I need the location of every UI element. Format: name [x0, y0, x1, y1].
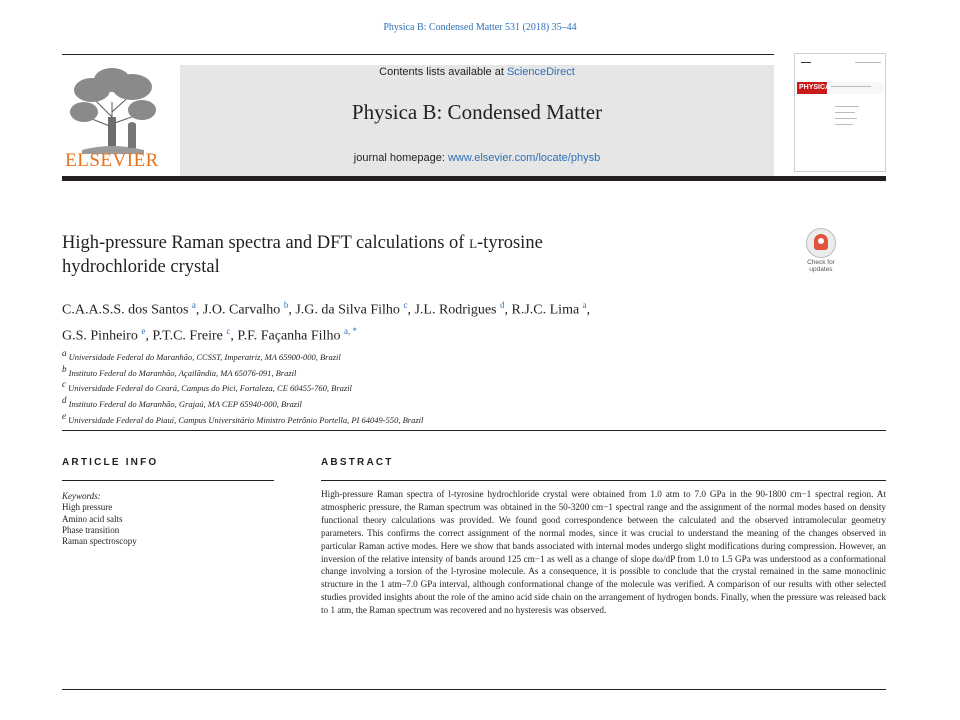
author-separator: , [288, 302, 296, 318]
cover-text-line [835, 124, 853, 125]
paper-title [62, 231, 742, 279]
affiliation-item [62, 364, 822, 380]
author-affiliation-sup[interactable]: d [500, 300, 505, 310]
keywords-label: Keywords: [62, 491, 101, 501]
author-affiliation-sup[interactable]: b [283, 300, 289, 310]
cover-subtitle-line [831, 86, 871, 87]
footer-rule [62, 689, 886, 690]
abstract-rule [321, 480, 886, 481]
cover-journal-word: PHYSICA [799, 84, 831, 91]
keyword-item[interactable]: Phase transition [62, 524, 120, 535]
author-affiliation-sup[interactable]: a, * [343, 325, 357, 336]
author-separator: , [195, 302, 203, 318]
author-separator: , [145, 328, 153, 344]
cover-text-line [835, 112, 855, 113]
affiliation-key: b [62, 363, 67, 374]
section-rule [62, 430, 886, 431]
badge-line2: updates [809, 266, 833, 273]
contents-available-line [180, 66, 774, 78]
author-affiliation-sup[interactable]: e [141, 325, 146, 336]
header-rule [62, 54, 774, 55]
keyword-item[interactable]: Raman spectroscopy [62, 536, 137, 547]
affiliation-list [62, 348, 822, 426]
badge-line1: Check for [807, 259, 835, 266]
affiliation-item [62, 411, 822, 427]
cover-mark [801, 62, 811, 63]
article-info-heading: ARTICLE INFO [62, 457, 159, 468]
cover-text-line [835, 118, 857, 119]
keywords-block [62, 491, 274, 547]
affiliation-key: e [62, 410, 66, 421]
affiliation-item [62, 395, 822, 411]
author-name[interactable]: C.A.A.S.S. dos Santos [62, 302, 189, 318]
affiliation-item [62, 379, 822, 395]
journal-cover-thumbnail[interactable] [794, 53, 886, 172]
author-affiliation-sup[interactable]: a [582, 300, 587, 310]
author-affiliation-sup[interactable]: c [403, 300, 408, 310]
author-name[interactable]: J.G. da Silva Filho [295, 302, 400, 318]
check-for-updates-badge[interactable] [797, 228, 845, 278]
author-separator: , [504, 302, 512, 318]
title-line2: hydrochloride crystal [62, 257, 220, 277]
cover-text-line [835, 106, 859, 107]
author-name[interactable]: J.L. Rodrigues [414, 302, 497, 318]
affiliation-key: c [62, 379, 66, 390]
abstract-heading: ABSTRACT [321, 457, 394, 468]
contents-prefix: Contents lists available at [379, 66, 507, 78]
author-name[interactable]: P.F. Façanha Filho [237, 328, 341, 344]
author-name[interactable]: G.S. Pinheiro [62, 328, 138, 344]
keyword-item[interactable]: Amino acid salts [62, 513, 123, 524]
author-separator: , [407, 302, 415, 318]
affiliation-text: Instituto Federal do Maranhão, Açailândia, MA 65076-091, Brazil [68, 367, 297, 378]
title-part1: High-pressure Raman spectra and DFT calculations of [62, 233, 470, 253]
affiliation-text: Universidade Federal do Piauí, Campus Universitário Ministro Petrônio Portella, PI 64049-550, Brazil [68, 414, 424, 425]
affiliation-item [62, 348, 822, 364]
journal-citation[interactable]: Physica B: Condensed Matter 531 (2018) 35–44 [383, 22, 577, 33]
check-for-updates-icon [806, 228, 836, 258]
affiliation-text: Universidade Federal do Ceará, Campus do Pici, Fortaleza, CE 60455-760, Brazil [68, 383, 352, 394]
journal-title: Physica B: Condensed Matter [351, 100, 603, 124]
elsevier-wordmark: ELSEVIER [65, 150, 159, 171]
journal-homepage-link[interactable]: www.elsevier.com/locate/physb [447, 152, 601, 164]
article-info-rule [62, 480, 274, 481]
check-for-updates-label [797, 259, 845, 273]
affiliation-key: a [62, 348, 67, 358]
keyword-item[interactable]: High pressure [62, 502, 113, 513]
title-part2: -tyrosine [477, 233, 543, 253]
journal-homepage-line [180, 152, 774, 164]
affiliation-key: d [62, 394, 67, 405]
author-separator: , [586, 302, 591, 318]
affiliation-text: Universidade Federal do Maranhão, CCSST, Imperatriz, MA 65900-000, Brazil [68, 351, 341, 362]
author-affiliation-sup[interactable]: a [191, 300, 196, 310]
author-separator: , [230, 328, 238, 344]
homepage-prefix: journal homepage: [353, 152, 448, 164]
abstract-text: High-pressure Raman spectra of l-tyrosine hydrochloride crystal were obtained from 1.0 atm to 7.0 GPa in the 90-1800 cm−1 spectral region. At atmospheric pressure, the Raman spectrum was obtained in the 50-3200 cm−1 spectral range and the assignment of the normal modes based on density functional theory calculations was provided. We found good correspondence between the calculated and the observed intramolecular geometry parameters. This confirms the correct assignment of the normal modes, since it was crucial to understand the meaning of the changes observed in particular Raman active modes. Here we show that bands associated with internal modes undergo slight modifications during compression. However, an inversion of the relative intensity of bands around 125 cm−1 as well as a change of slope dω/dP from 1.0 to 1.5 GPa was understood as a conformational change involving a torsion of the l-tyrosine molecule. As a consequence, it is possible to conclude that the crystal remained in the same monoclinic structure in the 1 atm–7.0 GPa interval, although conformational change of the molecule was verified. A comparison of our results with other selected studies provided insights about the role of the amino acid side chain on the arrangement of hydrogen bonds. Finally, when the pressure was released back to 1 atm, the Raman spectrum was recovered and no hysteresis was observed. [321, 489, 886, 616]
title-l-prefix: l [469, 233, 478, 253]
affiliation-text: Instituto Federal do Maranhão, Grajaú, MA CEP 65940-000, Brazil [68, 398, 302, 409]
author-affiliation-sup[interactable]: c [226, 325, 231, 336]
sciencedirect-link[interactable]: ScienceDirect [506, 66, 575, 78]
author-name[interactable]: R.J.C. Lima [511, 302, 580, 318]
cover-rule [855, 62, 881, 63]
author-name[interactable]: P.T.C. Freire [152, 328, 223, 344]
author-list [62, 295, 822, 346]
header-thick-rule [62, 176, 886, 181]
author-name[interactable]: J.O. Carvalho [202, 302, 281, 318]
